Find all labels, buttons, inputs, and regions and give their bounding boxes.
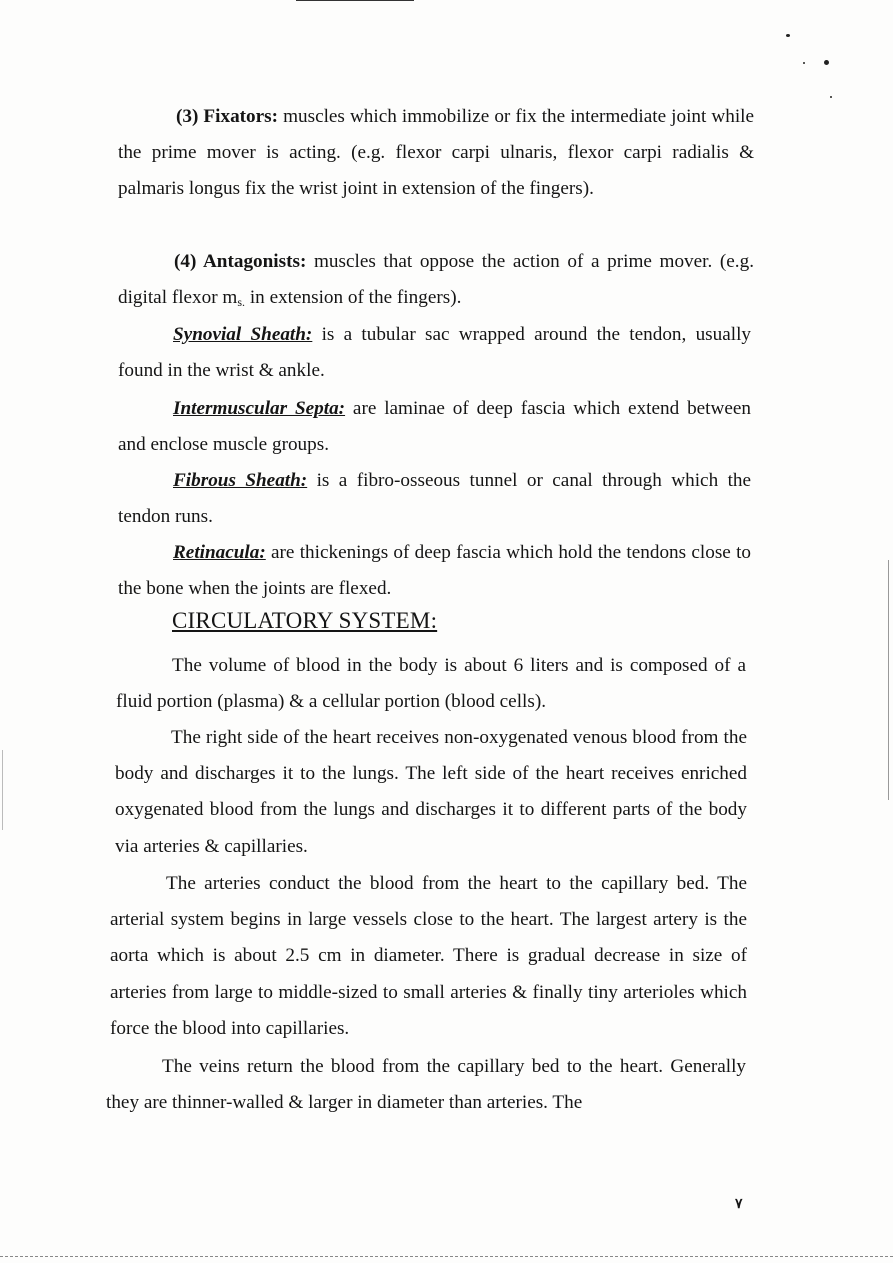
synovial-sheath-text: is a tubular sac wrapped around the tendon, usually found in the wrist & ankle.: [118, 324, 751, 382]
antagonists-label: (4) Antagonists:: [174, 251, 307, 272]
intermuscular-septa-term: Intermuscular Septa:: [173, 398, 346, 419]
scan-speck: [830, 96, 832, 98]
paragraph-antagonists: [118, 244, 754, 320]
scan-edge-left: [2, 750, 3, 830]
antagonists-text: muscles that oppose the action of a prime mover. (e.g. digital flexor m: [118, 251, 754, 309]
paragraph-heart-sides: The right side of the heart receives non-oxygenated venous blood from the body and discharges it to the lungs. The left side of the heart receives enriched oxygenated blood from the lungs and discharges it to different parts of the body via arteries & capillaries.: [115, 727, 747, 857]
scan-speck: [803, 62, 805, 64]
retinacula-text: are thickenings of deep fascia which hold the tendons close to the bone when the joints are flexed.: [118, 542, 751, 600]
retinacula-term: Retinacula:: [173, 542, 266, 563]
paragraph-fixators: [118, 99, 754, 208]
paragraph-fibrous-sheath: [118, 463, 751, 535]
paragraph-arteries: The arteries conduct the blood from the heart to the capillary bed. The arterial system begins in large vessels close to the heart. The largest artery is the aorta which is about 2.5 cm in diameter. There is gradual decrease in size of arteries from large to middle-sized to small arteries & finally tiny arterioles which force the blood into capillaries.: [110, 873, 747, 1039]
antagonists-subscript: s.: [237, 295, 246, 310]
fixators-label: (3) Fixators:: [176, 106, 279, 127]
bottom-rule: [0, 1256, 893, 1257]
paragraph-intermuscular-septa: [118, 391, 751, 463]
scan-speck: [824, 60, 829, 65]
fibrous-sheath-text: is a fibro-osseous tunnel or canal through which the tendon runs.: [118, 470, 752, 528]
antagonists-text-after: in extension of the fingers).: [245, 287, 462, 309]
paragraph-synovial-sheath: [118, 317, 751, 389]
top-rule: [296, 0, 414, 1]
synovial-sheath-term: Synovial Sheath:: [173, 324, 313, 345]
scan-speck: [786, 34, 790, 37]
paragraph-veins: The veins return the blood from the capillary bed to the heart. Generally they are thinner-walled & larger in diameter than arteries. The: [106, 1056, 746, 1114]
fixators-text: muscles which immobilize or fix the intermediate joint while the prime mover is acting. (e.g. flexor carpi ulnaris, flexor carpi radialis & palmaris longus fix the wrist joint in extension of the fingers).: [118, 106, 755, 200]
page-number: ٧: [735, 1197, 743, 1212]
section-heading-circulatory-system: CIRCULATORY SYSTEM:: [172, 608, 438, 633]
intermuscular-septa-text: are laminae of deep fascia which extend between and enclose muscle groups.: [118, 398, 751, 456]
fibrous-sheath-term: Fibrous Sheath:: [173, 470, 308, 491]
paragraph-retinacula: [118, 535, 751, 607]
scan-edge-right: [888, 560, 889, 800]
paragraph-blood-volume: The volume of blood in the body is about 6 liters and is composed of a fluid portion (plasma) & a cellular portion (blood cells).: [116, 655, 746, 713]
